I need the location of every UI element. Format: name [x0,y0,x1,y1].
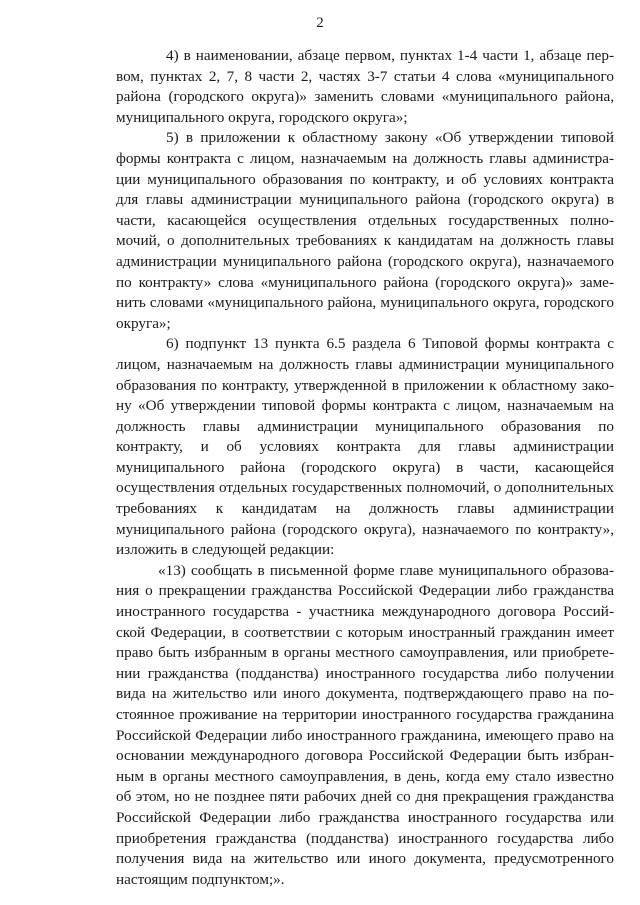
document-body [116,46,614,890]
paragraph-quoted-subclause-13: «13) сообщать в письменной форме главе муниципального образования о прекращении гражданства Российской Федерации либо гражданства иностранного государства - участника международного договора Российской Федерации, в соответствии с которым иностранный гражданин имеет право быть избранным в органы местного самоуправления, или приобретении гражданства (подданства) иностранного государства либо получении вида на жительство или иного документа, подтверждающего право на постоянное проживание на территории иностранного государства гражданина Российской Федерации либо иностранного гражданина, имеющего право на основании международного договора Российской Федерации быть избранным в органы местного самоуправления, в день, когда ему стало известно об этом, но не позднее пяти рабочих дней со дня прекращения гражданства Российской Федерации либо гражданства иностранного государства или приобретения гражданства (подданства) иностранного государства либо получения вида на жительство или иного документа, предусмотренного настоящим подпунктом;». [116,561,614,888]
paragraph-item-4: 4) в наименовании, абзаце первом, пунктах 1-4 части 1, абзаце первом, пунктах 2, 7, 8 части 2, частях 3-7 статьи 4 слова «муниципального района (городского округа)» заменить словами «муниципального района, муниципального округа, городского округа»; [116,47,614,126]
paragraph-item-6: 6) подпункт 13 пункта 6.5 раздела 6 Типовой формы контракта с лицом, назначаемым на должность главы администрации муниципального образования по контракту, утвержденной в приложении к областному закону «Об утверждении типовой формы контракта с лицом, назначаемым на должность главы администрации муниципального образования по контракту, и об условиях контракта для главы администрации муниципального района (городского округа) в части, касающейся осуществления отдельных государственных полномочий, о дополнительных требованиях к кандидатам на должность главы администрации муниципального района (городского округа), назначаемого по контракту», изложить в следующей редакции: [116,335,614,559]
paragraph-item-5: 5) в приложении к областному закону «Об утверждении типовой формы контракта с лицом, назначаемым на должность главы администрации муниципального образования по контракту, и об условиях контракта для главы администрации муниципального района (городского округа) в части, касающейся осуществления отдельных государственных полномочий, о дополнительных требованиях к кандидатам на должность главы администрации муниципального района (городского округа), назначаемого по контракту» слова «муниципального района (городского округа)» заменить словами «муниципального района, муниципального округа, городского округа»; [116,129,614,332]
page-number: 2 [316,15,324,31]
